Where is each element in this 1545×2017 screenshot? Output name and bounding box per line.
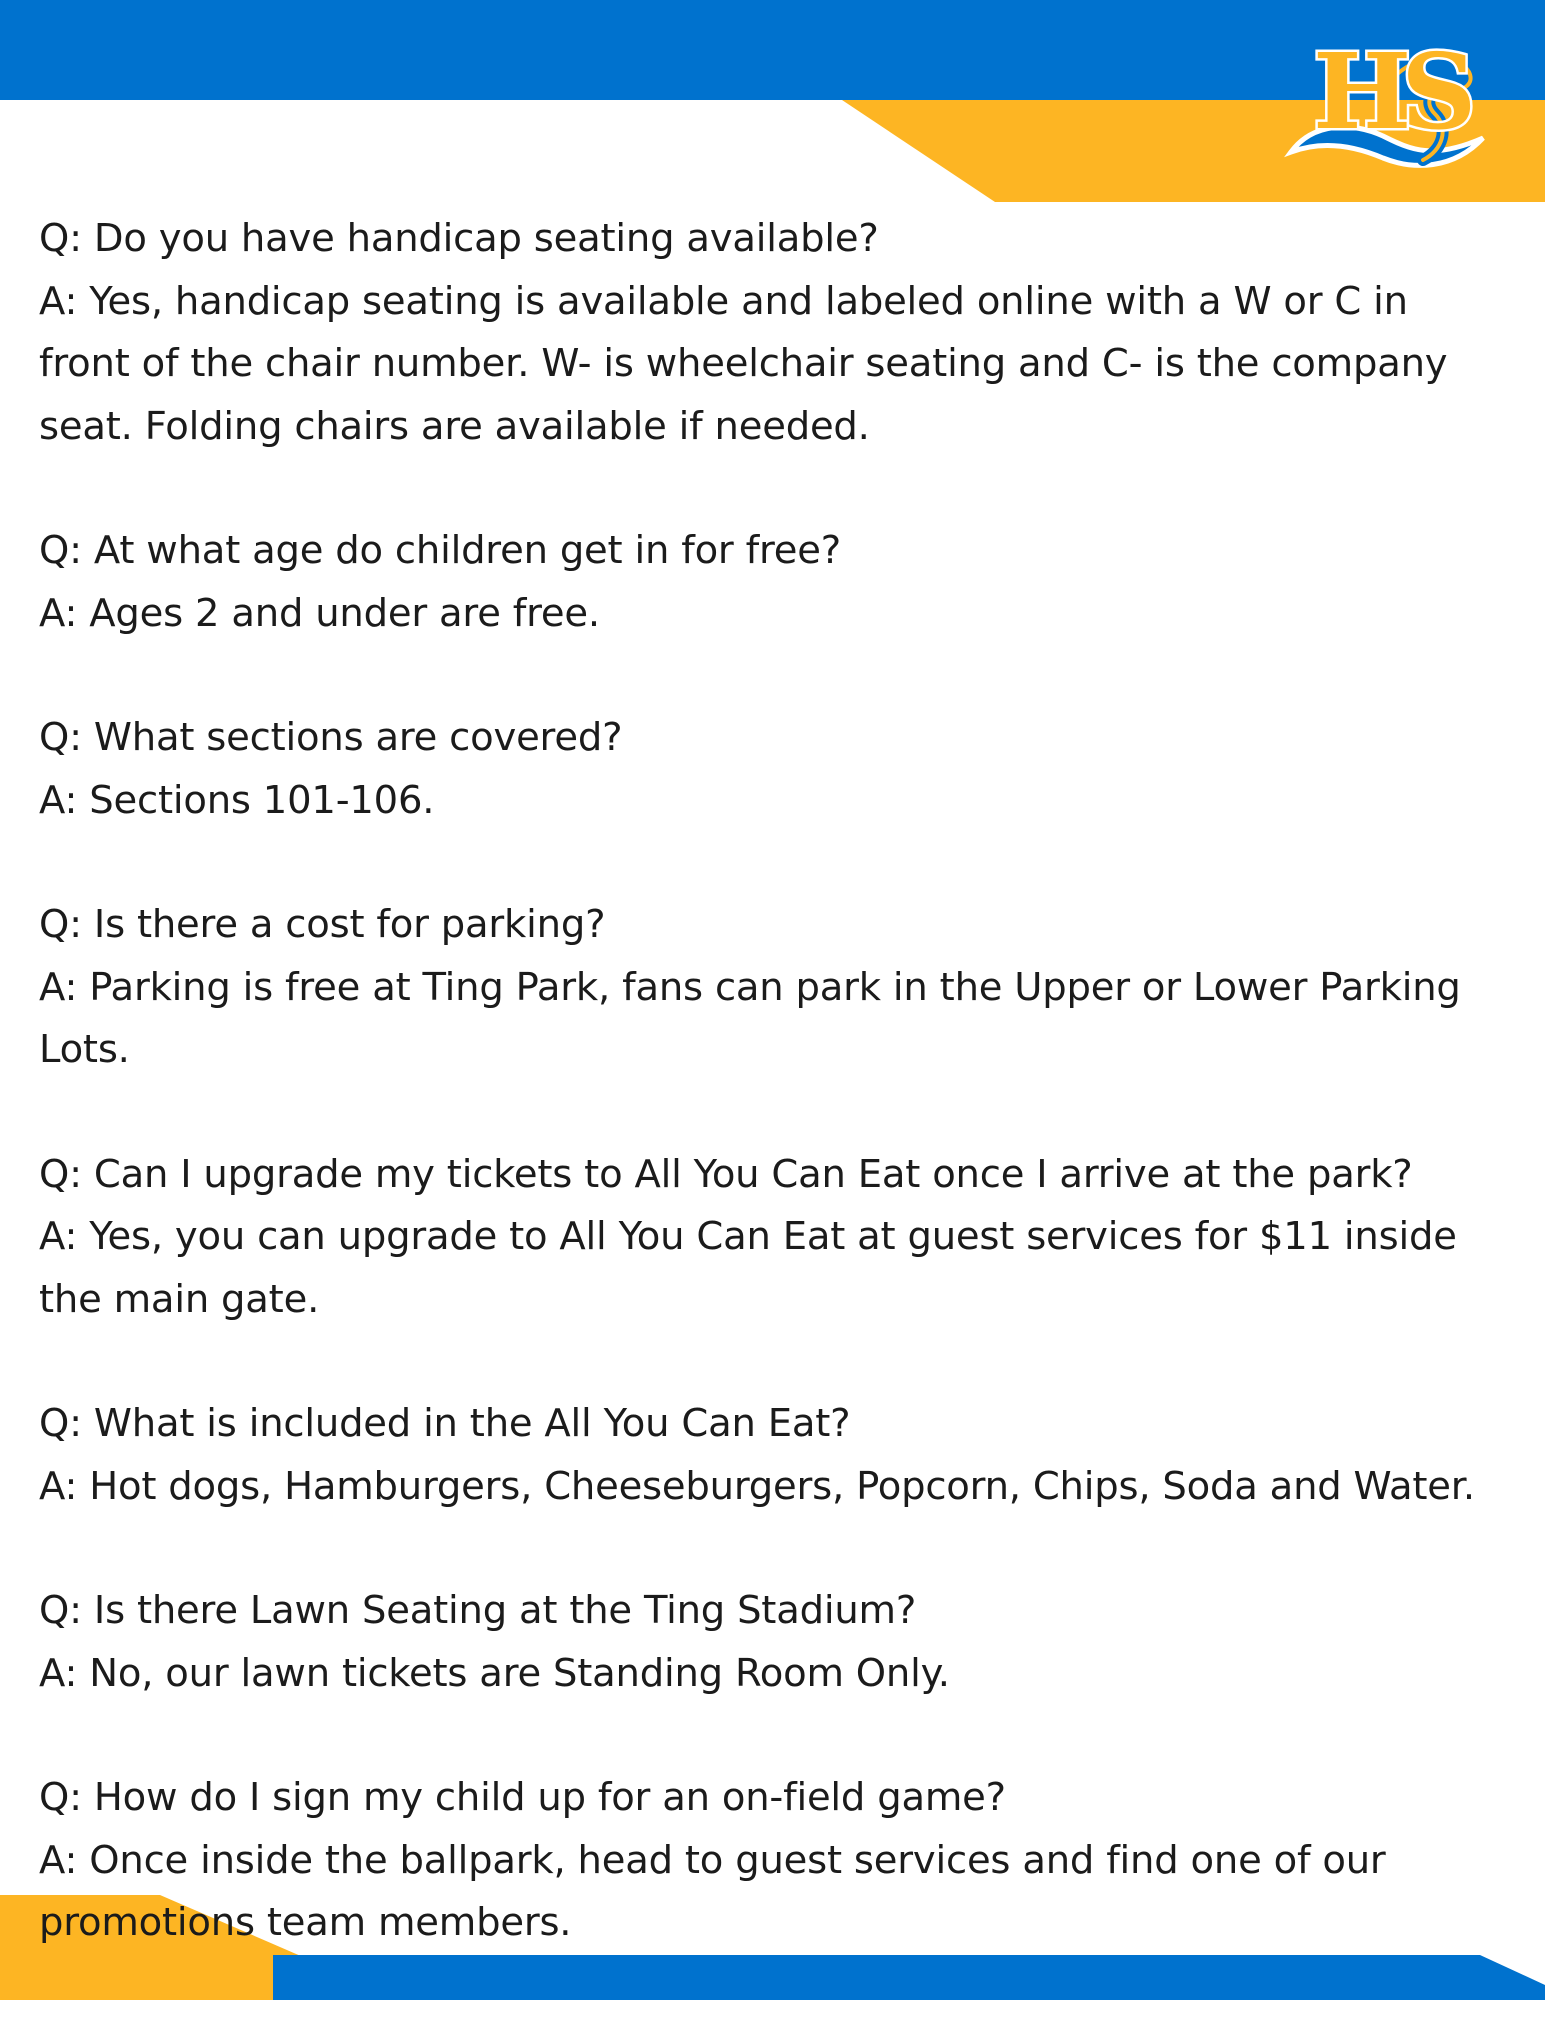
faq-answer: A: Ages 2 and under are free. <box>39 590 600 636</box>
faq-item <box>39 208 1509 458</box>
faq-question: Q: What is included in the All You Can Eat? <box>39 1401 851 1446</box>
faq-item <box>39 1144 1509 1332</box>
faq-item <box>39 707 1509 832</box>
faq-question: Q: At what age do children get in for free? <box>39 528 841 573</box>
faq-item <box>39 1580 1509 1705</box>
hs-logo <box>1283 10 1495 188</box>
faq-item <box>39 1393 1509 1518</box>
faq-item <box>39 1767 1509 1955</box>
faq-answer: A: No, our lawn tickets are Standing Room Only. <box>39 1650 950 1696</box>
faq-item <box>39 520 1509 645</box>
faq-question: Q: How do I sign my child up for an on-field game? <box>39 1775 1006 1820</box>
faq-list <box>39 208 1509 2017</box>
faq-answer: A: Parking is free at Ting Park, fans can park in the Upper or Lower Parking Lots. <box>39 964 1461 1072</box>
faq-question: Q: Is there a cost for parking? <box>39 902 606 947</box>
faq-question: Q: Is there Lawn Seating at the Ting Stadium? <box>39 1588 917 1633</box>
faq-item <box>39 894 1509 1082</box>
faq-question: Q: What sections are covered? <box>39 715 623 760</box>
logo-initials: HS <box>1313 30 1467 153</box>
faq-answer: A: Sections 101-106. <box>39 777 435 823</box>
faq-answer: A: Hot dogs, Hamburgers, Cheeseburgers, Popcorn, Chips, Soda and Water. <box>39 1463 1475 1509</box>
faq-question: Q: Do you have handicap seating available? <box>39 216 879 261</box>
faq-answer: A: Yes, you can upgrade to All You Can Eat at guest services for $11 inside the main gate. <box>39 1214 1457 1322</box>
faq-question: Q: Can I upgrade my tickets to All You Can Eat once I arrive at the park? <box>39 1151 1413 1197</box>
faq-answer: A: Once inside the ballpark, head to guest services and find one of our promotions team members. <box>39 1837 1386 1945</box>
faq-answer: A: Yes, handicap seating is available and labeled online with a W or C in front of the chair number. W- is wheelchair seating and C- is the company seat. Folding chairs are available if needed. <box>39 278 1448 449</box>
